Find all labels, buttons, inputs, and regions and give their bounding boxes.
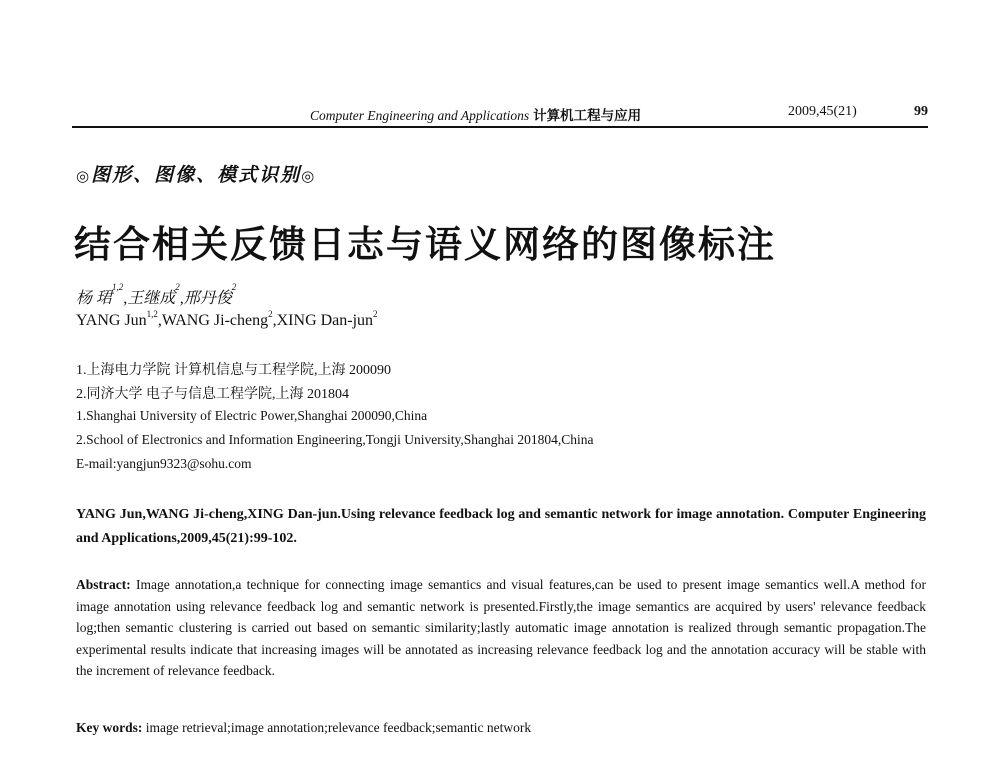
abstract-text: Image annotation,a technique for connecting image semantics and visual features,can be used to present image semantics well.A method for image annotation using relevance feedback log and semantic network is presented.Firstly,the image semantics are acquired by users' relevance feedback log;then semantic clustering is carried out based on semantic similarity;lastly automatic image annotation is realized through semantic propagation.The experimental results indicate that increasing images will be annotated as increasing relevance feedback log and the annotation accuracy will be stable with the increment of relevance feedback. [76,577,927,678]
abstract-label: Abstract: [76,577,131,592]
author-2-en: WANG Ji-cheng [161,312,269,329]
author-3-cn: 邢丹俊 [183,290,232,307]
author-3-en-affil: 2 [373,309,378,319]
authors-english [76,309,378,330]
affiliation-2-cn: 2.同济大学 电子与信息工程学院,上海 201804 [76,387,349,402]
header-rule [72,126,928,128]
section-heading [76,160,316,187]
author-2-en-affil: 2 [268,309,273,319]
author-separator: , [272,312,277,329]
author-2-cn: 王继成 [127,290,176,307]
author-1-cn: 杨 珺 [76,290,113,307]
affiliation-2-en: 2.School of Electronics and Information Engineering,Tongji University,Shanghai 201804,China [76,432,594,447]
author-1-en-affil: 1,2 [146,309,158,319]
keywords-label: Key words: [76,720,143,735]
journal-name-en: Computer Engineering and Applications [310,108,530,123]
affiliation-1-cn: 1.上海电力学院 计算机信息与工程学院,上海 200090 [76,363,391,378]
author-1-en: YANG Jun [76,312,147,329]
running-header [72,104,928,126]
author-email: E-mail:yangjun9323@sohu.com [76,456,252,471]
page-number: 99 [914,104,928,119]
author-separator: , [123,290,128,307]
section-bullet-right: ◎ [301,169,317,185]
affiliation-1-en: 1.Shanghai University of Electric Power,Shanghai 200090,China [76,408,428,423]
authors-chinese [76,282,237,308]
author-3-en: XING Dan-jun [276,312,374,329]
keywords [76,720,531,736]
author-3-cn-affil: 2 [231,282,237,292]
author-1-cn-affil: 1,2 [112,282,124,292]
author-2-cn-affil: 2 [175,282,180,292]
journal-name [310,104,641,124]
section-label: 图形、图像、模式识别 [91,165,302,186]
section-bullet-left: ◎ [76,169,92,185]
journal-name-cn: 计算机工程与应用 [533,108,642,123]
citation: YANG Jun,WANG Ji-cheng,XING Dan-jun.Using relevance feedback log and semantic network for image annotation. Computer Engineering and Applications,2009,45(21):99-102. [76,507,926,546]
author-separator: , [157,312,162,329]
abstract [76,574,926,682]
issue-info: 2009,45(21) [788,104,857,119]
author-separator: , [179,290,184,307]
paper-title: 结合相关反馈日志与语义网络的图像标注 [74,225,776,266]
keywords-text: image retrieval;image annotation;relevance feedback;semantic network [145,720,532,735]
